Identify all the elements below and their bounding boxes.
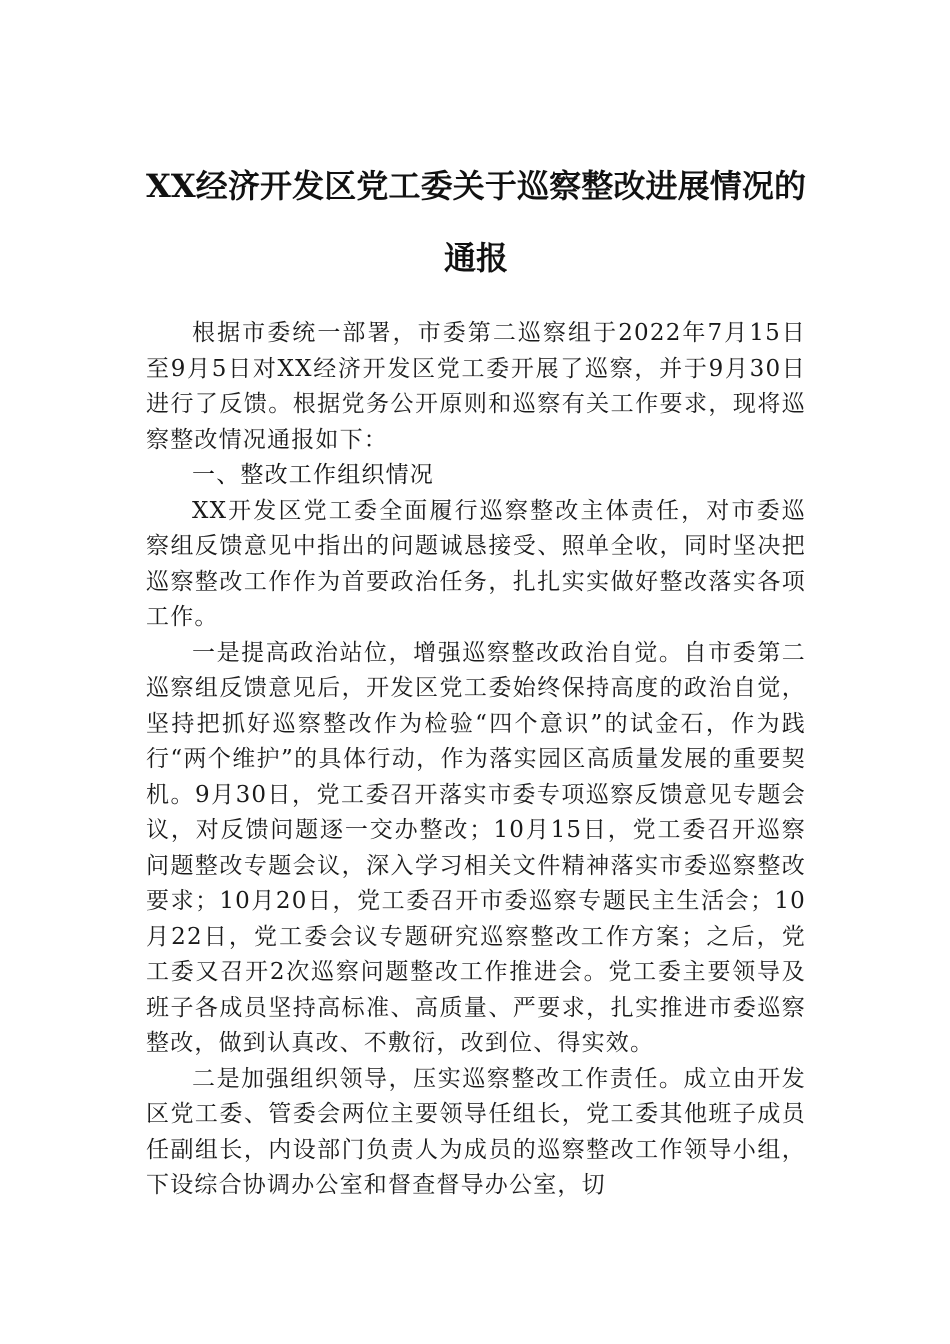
body-paragraph: 二是加强组织领导，压实巡察整改工作责任。成立由开发区党工委、管委会两位主要领导任组长，党工委其他班子成员任副组长，内设部门负责人为成员的巡察整改工作领导小组，下设综合协调办公室和督查督导办公室，切 — [146, 1065, 806, 1198]
intro-paragraph: 根据市委统一部署，市委第二巡察组于2022年7月15日至9月5日对XX经济开发区党工委开展了巡察，并于9月30日进行了反馈。根据党务公开原则和巡察有关工作要求，现将巡察整改情况通报如下： — [146, 320, 806, 453]
document-body — [146, 316, 806, 1204]
body-paragraph: 一是提高政治站位，增强巡察整改政治自觉。自市委第二巡察组反馈意见后，开发区党工委始终保持高度的政治自觉，坚持把抓好巡察整改作为检验“四个意识”的试金石，作为践行“两个维护”的具体行动，作为落实园区高质量发展的重要契机。9月30日，党工委召开落实市委专项巡察反馈意见专题会议，对反馈问题逐一交办整改；10月15日，党工委召开巡察问题整改专题会议，深入学习相关文件精神落实市委巡察整改要求；10月20日，党工委召开市委巡察专题民主生活会；10月22日，党工委会议专题研究巡察整改工作方案；之后，党工委又召开2次巡察问题整改工作推进会。党工委主要领导及班子各成员坚持高标准、高质量、严要求，扎实推进市委巡察整改，做到认真改、不敷衍，改到位、得实效。 — [146, 639, 806, 1056]
document-title: XX经济开发区党工委关于巡察整改进展情况的通报 — [146, 167, 806, 277]
document-page — [146, 150, 806, 1204]
body-paragraph: XX开发区党工委全面履行巡察整改主体责任，对市委巡察组反馈意见中指出的问题诚恳接受、照单全收，同时坚决把巡察整改工作作为首要政治任务，扎扎实实做好整改落实各项工作。 — [146, 497, 806, 630]
section-heading: 一、整改工作组织情况 — [192, 462, 434, 488]
